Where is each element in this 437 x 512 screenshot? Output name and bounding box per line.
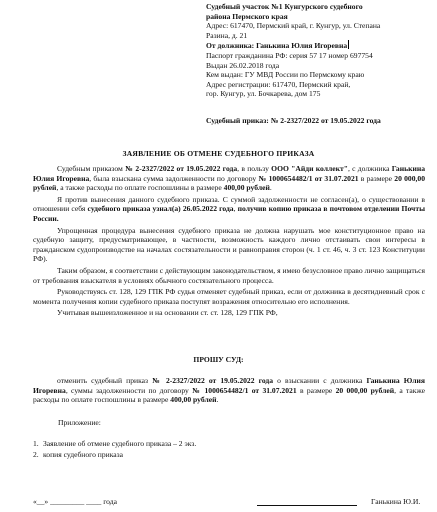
- paragraph-4: Таким образом, я соответствии с действующим законодательством, я имею безусловное право лично защищаться от требования взыскателя в условиях обычного состязательного процесса.: [33, 265, 425, 285]
- debtor-line: [206, 40, 428, 51]
- paragraph-3: Упрощенная процедура вынесения судебного приказа не должна нарушать мое конституционное право на судебную защиту, предусматривающее, в частности, возможность каждого лично отстаивать свои интересы в гражданском судопроизводстве на началах состязательности и равноправия сторон (ч. 1 ст. 46, ч. 3 ст. 123 Конституции РФ).: [33, 225, 425, 264]
- list-item: 2. копия судебного приказа: [33, 449, 124, 459]
- registration-address-line1: Адрес регистрации: 617470, Пермский край,: [206, 79, 351, 89]
- registration-address-line2: гор. Кунгур, ул. Бочкарева, дом 175: [206, 89, 321, 99]
- court-address-line2: Разина, д. 21: [206, 30, 248, 40]
- paragraph-5: Руководствуясь ст. 128, 129 ГПК РФ судья отменяет судебный приказ, если от должника в десятидневный срок с момента получения копии судебного приказа поступят возражения относительно его исполнения.: [33, 287, 425, 306]
- passport-issued-by: Кем выдан: ГУ МВД России по Пермскому краю: [206, 70, 365, 80]
- court-order-reference: Судебный приказ: № 2-2327/2022 от 19.05.2022 года: [206, 116, 381, 125]
- document-body: [33, 164, 425, 320]
- debtor-label: От должника:: [206, 41, 257, 51]
- signature-date: «__» _________ ____ года: [33, 497, 117, 506]
- court-name-line1: Судебный участок №1 Кунгурского судебного: [206, 2, 363, 11]
- paragraph-2: Я против вынесения данного судебного приказа. С суммой задолженности не согласен(а), о существовании в отношении себя судебного приказа узнал(а) 26.05.2022 года, получив копию приказа в почтовом отделении Почты России.: [33, 194, 426, 223]
- text-cursor: [348, 40, 349, 49]
- paragraph-1: Судебным приказом № 2-2327/2022 от 19.05.2022 года, в пользу ООО "Айди коллект", с должника Ганькина Юлия Игоревна, была взыскана сумма задолженности по договору № 1000654482/1 от 31.07.2021 в размере 20 000,00 рублей, а также расходы по оплате госпошлины в размере 400,00 рублей.: [33, 164, 426, 193]
- signature-name: Ганькина Ю.И.: [371, 497, 421, 506]
- request-heading: ПРОШУ СУД:: [193, 355, 244, 364]
- debtor-name: Ганькина Юлия Игоревна: [256, 41, 348, 51]
- appendix-list: [33, 439, 413, 460]
- list-item: 1. Заявление об отмене судебного приказа – 2 экз.: [33, 439, 197, 448]
- request-paragraph: отменить судебный приказ № 2-2327/2022 от 19.05.2022 года о взыскании с должника Ганькина Юлия Игоревна, суммы задолженности по договору № 1000654482/1 от 31.07.2021 в размере 20 000,00 рублей, а также расходы по оплате госпошлины в размере 400,00 рублей.: [33, 376, 425, 405]
- passport-issued-date: Выдан 26.02.2018 года: [206, 60, 280, 70]
- signature-line: [257, 505, 357, 506]
- paragraph-6: Учитывая вышеизложенное и на основании ст. ст. 128, 129 ГПК РФ,: [57, 308, 278, 318]
- request-body: [33, 376, 425, 405]
- court-address-line1: Адрес: 617470, Пермский край, г. Кунгур, ул. Степана: [206, 21, 381, 31]
- court-name-line2: района Пермского края: [206, 11, 288, 21]
- recipient-block: [206, 2, 428, 99]
- appendix-heading: Приложение:: [58, 418, 101, 427]
- document-title: ЗАЯВЛЕНИЕ ОБ ОТМЕНЕ СУДЕБНОГО ПРИКАЗА: [122, 149, 315, 158]
- signature-block: [33, 497, 425, 511]
- passport-line: Паспорт гражданина РФ: серия 57 17 номер 697754: [206, 50, 373, 60]
